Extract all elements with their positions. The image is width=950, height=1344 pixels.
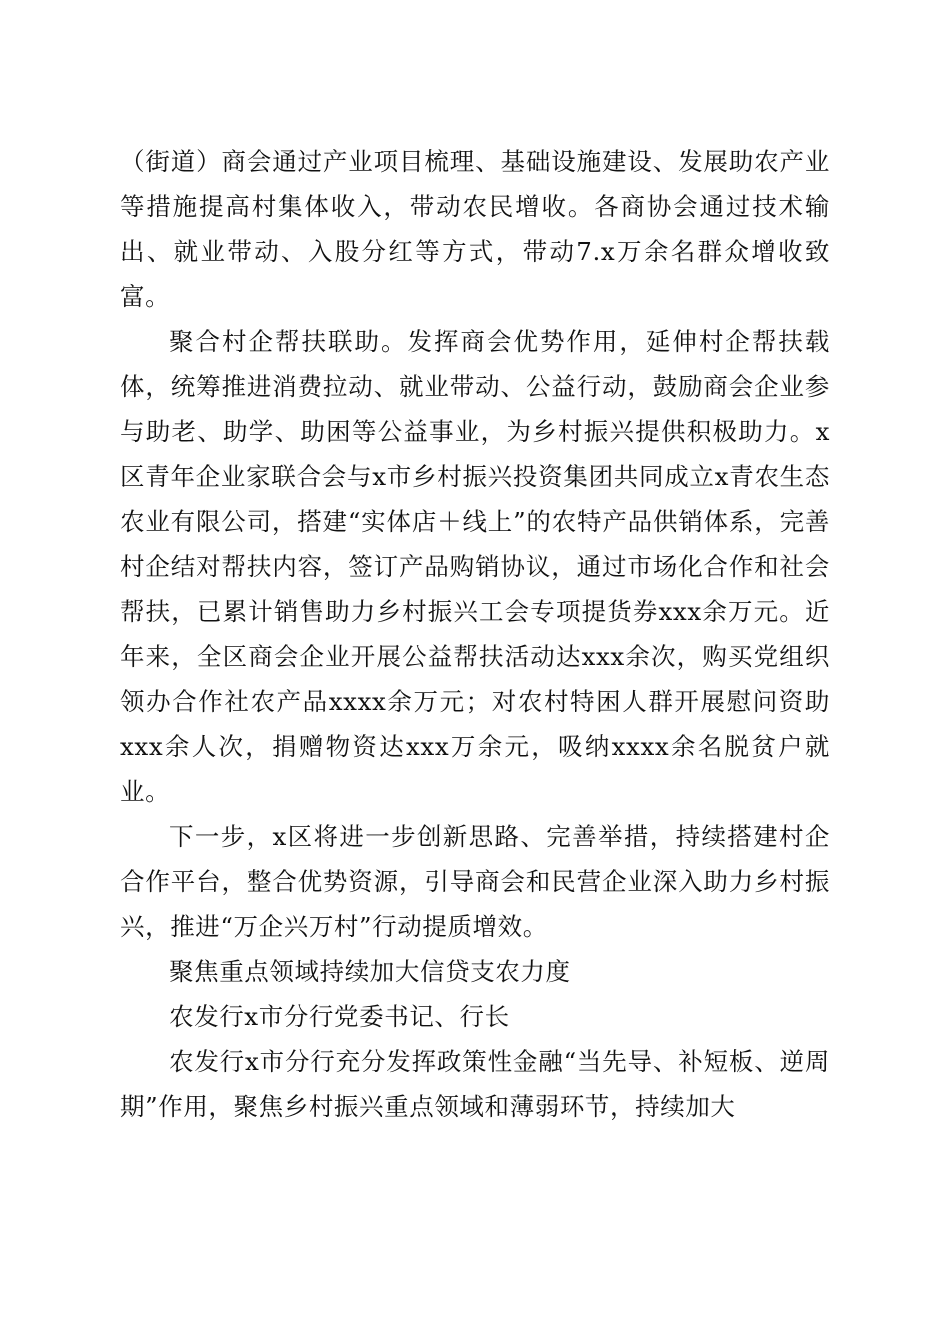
paragraph-next-steps: 下一步，x区将进一步创新思路、完善举措，持续搭建村企合作平台，整合优势资源，引导商会和民营企业深入助力乡村振兴，推进“万企兴万村”行动提质增效。 <box>120 822 830 941</box>
section-title: 聚焦重点领域持续加大信贷支农力度 <box>169 957 571 986</box>
paragraph-continuation: （街道）商会通过产业项目梳理、基础设施建设、发展助农产业等措施提高村集体收入，带动农民增收。各商协会通过技术输出、就业带动、入股分红等方式，带动7.x万余名群众增收致富。 <box>120 147 830 311</box>
author-line: 农发行x市分行党委书记、行长 <box>169 1002 510 1031</box>
paragraph-closing: 农发行x市分行充分发挥政策性金融“当先导、补短板、逆周期”作用，聚焦乡村振兴重点领域和薄弱环节，持续加大 <box>120 1047 830 1121</box>
paragraph-village-enterprise-assistance: 聚合村企帮扶联助。发挥商会优势作用，延伸村企帮扶载体，统筹推进消费拉动、就业带动、公益行动，鼓励商会企业参与助老、助学、助困等公益事业，为乡村振兴提供积极助力。x区青年企业家联合会与x市乡村振兴投资集团共同成立x青农生态农业有限公司，搭建“实体店＋线上”的农特产品供销体系，完善村企结对帮扶内容，签订产品购销协议，通过市场化合作和社会帮扶，已累计销售助力乡村振兴工会专项提货券xxx余万元。近年来，全区商会企业开展公益帮扶活动达xxx余次，购买党组织领办合作社农产品xxxx余万元；对农村特困人群开展慰问资助xxx余人次，捐赠物资达xxx万余元，吸纳xxxx余名脱贫户就业。 <box>120 327 830 806</box>
document-body <box>120 139 830 1129</box>
